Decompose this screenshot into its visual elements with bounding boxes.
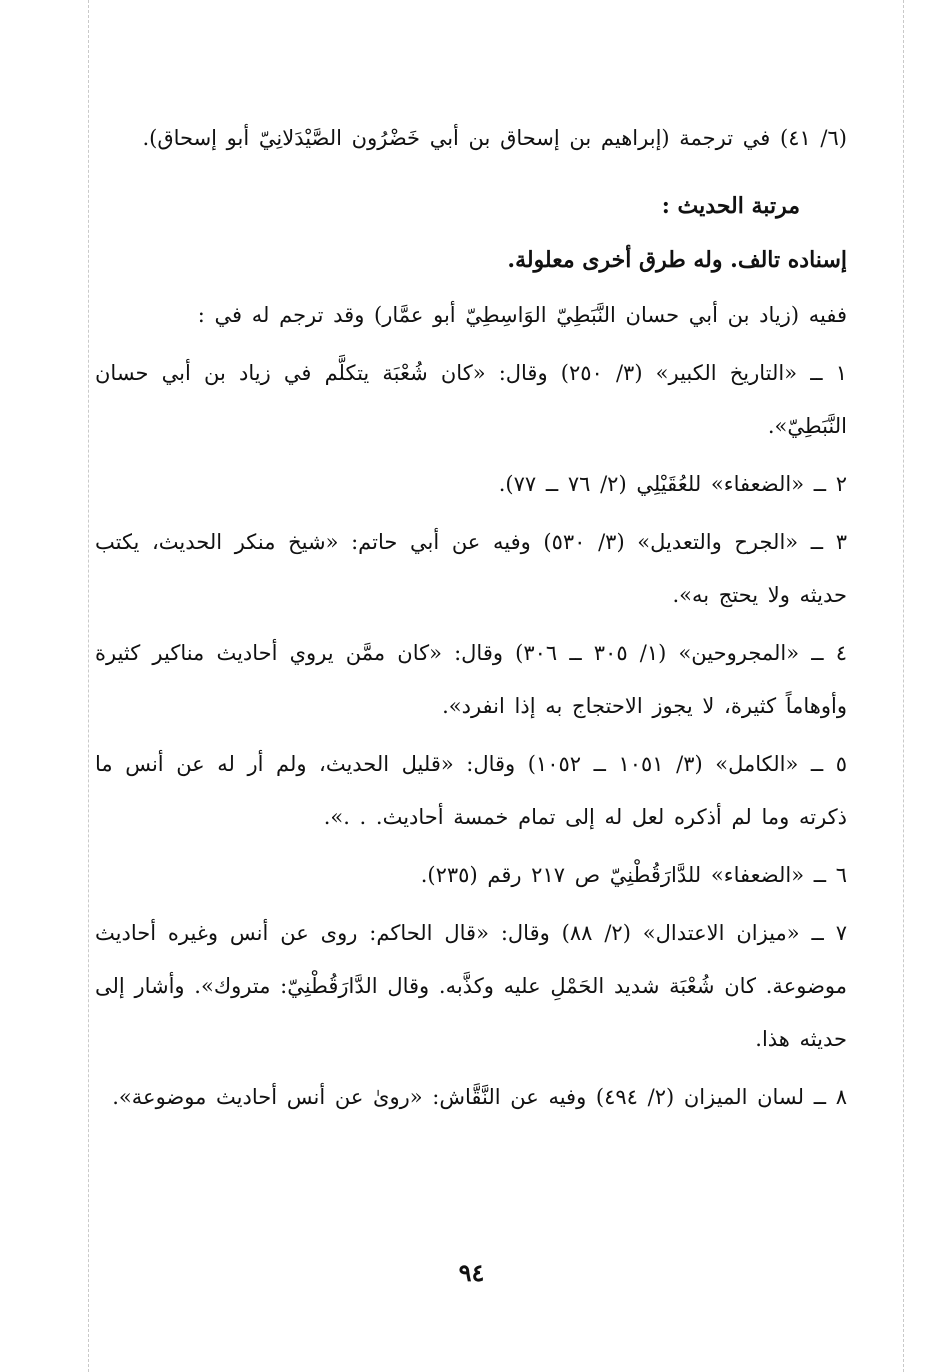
intro-paragraph: (٦/ ٤١) في ترجمة (إبراهيم بن إسحاق بن أبي خَضْرُون الصَّيْدَلانِيّ أبو إسحاق). <box>142 126 847 150</box>
source-item-7: ٧ ــ «ميزان الاعتدال» (٢/ ٨٨) وقال: «قال الحاكم: روى عن أنس وغيره أحاديث موضوعة. كان شُعْبَة شديد الحَمْلِ عليه وكذَّبه. وقال الدَّارَقُطْنِيّ: متروك». وأشار إلى حديثه هذا. <box>95 921 847 1051</box>
page-number: ٩٤ <box>458 1258 485 1287</box>
source-item-3: ٣ ــ «الجرح والتعديل» (٣/ ٥٣٠) وفيه عن أبي حاتم: «شيخ منكر الحديث، يكتب حديثه ولا يحتج به». <box>95 530 847 607</box>
source-item-4: ٤ ــ «المجروحين» (١/ ٣٠٥ ــ ٣٠٦) وقال: «كان ممَّن يروي أحاديث مناكير كثيرة وأوهاماً كثيرة، لا يجوز الاحتجاج به إذا انفرد». <box>95 641 847 718</box>
source-item-1: ١ ــ «التاريخ الكبير» (٣/ ٢٥٠) وقال: «كان شُعْبَة يتكلَّم في زياد بن أبي حسان النَّبَطِيّ». <box>95 361 847 438</box>
margin-guide-left <box>88 0 89 1372</box>
source-item-6: ٦ ــ «الضعفاء» للدَّارَقُطْنِيّ ص ٢١٧ رقم (٢٣٥). <box>420 863 847 887</box>
source-item-8: ٨ ــ لسان الميزان (٢/ ٤٩٤) وفيه عن النَّقَّاش: «روىٰ عن أنس أحاديث موضوعة». <box>112 1085 847 1109</box>
margin-guide-right <box>903 0 904 1372</box>
section-heading: مرتبة الحديث : <box>661 193 800 219</box>
page-body <box>95 112 847 1129</box>
source-item-2: ٢ ــ «الضعفاء» للعُقَيْلِي (٢/ ٧٦ ــ ٧٧). <box>498 472 847 496</box>
source-item-5: ٥ ــ «الكامل» (٣/ ١٠٥١ ــ ١٠٥٢) وقال: «قليل الحديث، ولم أر له عن أنس ما ذكرته وما لم أذكره لعل له إلى تمام خمسة أحاديث. . .». <box>95 752 847 829</box>
verdict-paragraph: إسناده تالف. وله طرق أخرى معلولة. <box>507 247 847 273</box>
narrator-intro: ففيه (زياد بن أبي حسان النَّبَطِيّ الوَاسِطِيّ أبو عمَّار) وقد ترجم له في : <box>197 303 847 327</box>
